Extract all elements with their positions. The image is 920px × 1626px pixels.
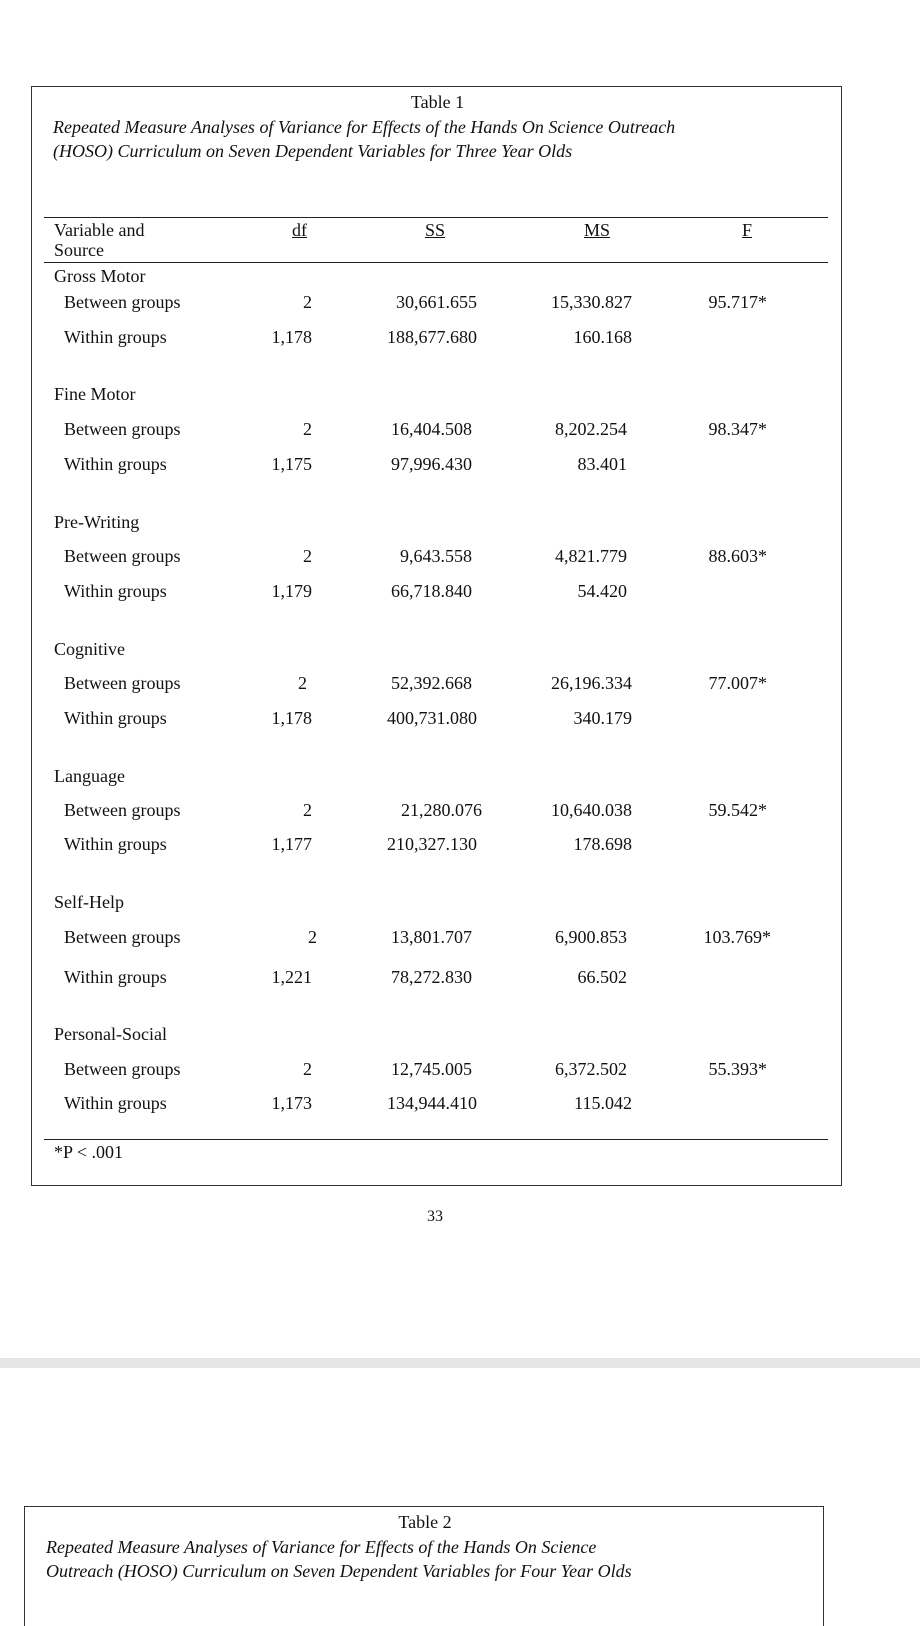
ms-value: 6,372.502 (555, 1059, 627, 1079)
row-label: Between groups (64, 1059, 181, 1079)
ss-value: 134,944.410 (387, 1093, 477, 1113)
df-value: 1,177 (271, 834, 312, 854)
page-number: 33 (427, 1208, 443, 1225)
ss-value: 21,280.076 (401, 800, 482, 820)
table-2-caption-line-1: Repeated Measure Analyses of Variance for Effects of the Hands On Science (46, 1537, 597, 1557)
row-label: Within groups (64, 1093, 167, 1113)
table-footnote: *P < .001 (54, 1142, 123, 1162)
df-value: 1,179 (271, 581, 312, 601)
f-value: 59.542* (708, 800, 767, 820)
ss-value: 30,661.655 (396, 292, 477, 312)
table-bottom-rule (44, 1139, 828, 1140)
row-label: Between groups (64, 546, 181, 566)
f-value: 103.769* (703, 927, 771, 947)
ms-value: 115.042 (574, 1093, 632, 1113)
row-label: Between groups (64, 800, 181, 820)
row-label: Within groups (64, 327, 167, 347)
ss-value: 97,996.430 (391, 454, 472, 474)
row-label: Within groups (64, 834, 167, 854)
df-value: 2 (308, 927, 317, 947)
ms-value: 8,202.254 (555, 419, 627, 439)
ss-value: 12,745.005 (391, 1059, 472, 1079)
header-f: F (742, 220, 753, 240)
table-2-number: Table 2 (398, 1512, 452, 1532)
group-name: Personal-Social (54, 1024, 167, 1044)
ss-value: 16,404.508 (391, 419, 472, 439)
row-label: Within groups (64, 581, 167, 601)
ms-value: 178.698 (573, 834, 632, 854)
df-value: 1,175 (271, 454, 312, 474)
header-ss: SS (425, 220, 446, 240)
df-value: 2 (303, 546, 312, 566)
f-value: 95.717* (708, 292, 767, 312)
ms-value: 54.420 (577, 581, 627, 601)
document-page-2 (0, 1368, 920, 1598)
df-value: 2 (303, 1059, 312, 1079)
f-value: 55.393* (708, 1059, 767, 1079)
row-label: Between groups (64, 673, 181, 693)
table-top-rule (44, 217, 828, 218)
group-name: Self-Help (54, 892, 124, 912)
header-variable (54, 220, 144, 260)
row-label: Within groups (64, 967, 167, 987)
ms-value: 6,900.853 (555, 927, 627, 947)
ms-value: 4,821.779 (555, 546, 627, 566)
df-value: 2 (298, 673, 307, 693)
df-value: 2 (303, 419, 312, 439)
table-1-frame (31, 86, 842, 1186)
table-1-number: Table 1 (410, 92, 465, 112)
table-2-caption-line-2: Outreach (HOSO) Curriculum on Seven Dependent Variables for Four Year Olds (46, 1561, 632, 1581)
header-df: df (292, 220, 307, 240)
ss-value: 188,677.680 (387, 327, 477, 347)
df-value: 1,173 (271, 1093, 312, 1113)
group-name: Pre-Writing (54, 512, 140, 532)
row-label: Within groups (64, 454, 167, 474)
df-value: 1,221 (271, 967, 312, 987)
ss-value: 9,643.558 (400, 546, 472, 566)
ms-value: 83.401 (577, 454, 627, 474)
f-value: 98.347* (708, 419, 767, 439)
df-value: 1,178 (271, 327, 312, 347)
ms-value: 26,196.334 (551, 673, 632, 693)
df-value: 2 (303, 800, 312, 820)
ms-value: 10,640.038 (551, 800, 632, 820)
ss-value: 78,272.830 (391, 967, 472, 987)
ms-value: 66.502 (577, 967, 627, 987)
ms-value: 15,330.827 (551, 292, 632, 312)
ms-value: 160.168 (573, 327, 632, 347)
ss-value: 66,718.840 (391, 581, 472, 601)
group-name: Cognitive (54, 639, 125, 659)
ss-value: 13,801.707 (391, 927, 472, 947)
df-value: 1,178 (271, 708, 312, 728)
f-value: 77.007* (708, 673, 767, 693)
header-variable-line-2: Source (54, 240, 104, 260)
page-separator (0, 1358, 920, 1368)
header-ms: MS (584, 220, 611, 240)
group-name: Gross Motor (54, 266, 146, 286)
ss-value: 52,392.668 (391, 673, 472, 693)
row-label: Between groups (64, 927, 181, 947)
f-value: 88.603* (708, 546, 767, 566)
ss-value: 210,327.130 (387, 834, 477, 854)
row-label: Between groups (64, 419, 181, 439)
table-2-frame (24, 1506, 824, 1626)
group-name: Language (54, 766, 125, 786)
row-label: Between groups (64, 292, 181, 312)
header-bottom-rule (44, 262, 828, 263)
header-variable-line-1: Variable and (54, 220, 145, 240)
ms-value: 340.179 (573, 708, 632, 728)
ss-value: 400,731.080 (387, 708, 477, 728)
table-1-caption-line-2: (HOSO) Curriculum on Seven Dependent Variables for Three Year Olds (53, 141, 573, 161)
row-label: Within groups (64, 708, 167, 728)
group-name: Fine Motor (54, 384, 136, 404)
df-value: 2 (303, 292, 312, 312)
table-1-caption-line-1: Repeated Measure Analyses of Variance for Effects of the Hands On Science Outreach (53, 117, 676, 137)
